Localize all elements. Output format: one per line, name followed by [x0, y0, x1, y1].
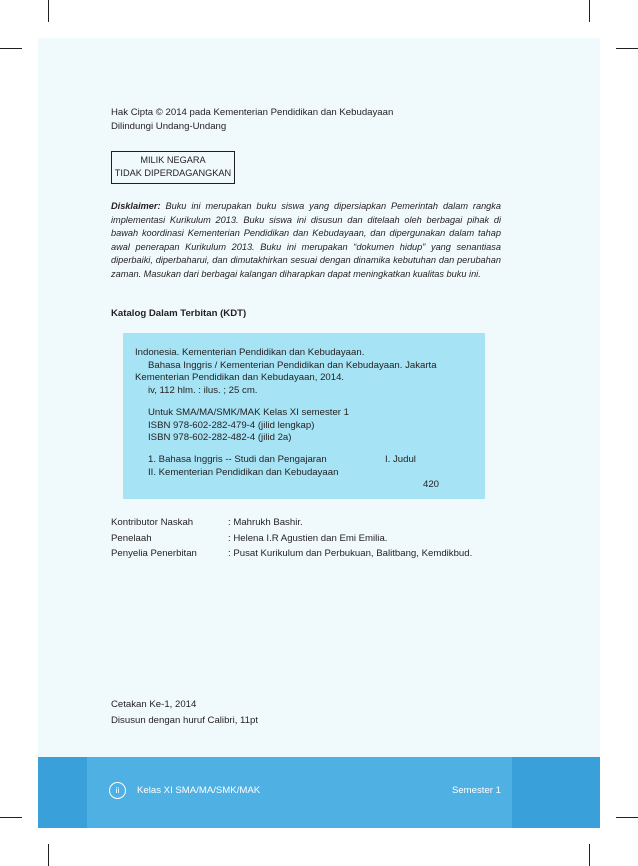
- contributor-role: Penelaah: [111, 532, 152, 544]
- kdt-line: Kementerian Pendidikan dan Kebudayaan, 2014.: [135, 372, 345, 383]
- kdt-line: Bahasa Inggris / Kementerian Pendidikan dan Kebudayaan. Jakarta: [148, 359, 437, 371]
- stamp-line-1: MILIK NEGARA: [140, 155, 206, 165]
- kdt-line: Untuk SMA/MA/SMK/MAK Kelas XI semester 1: [148, 407, 349, 418]
- crop-mark: [48, 0, 49, 22]
- contributor-role: Kontributor Naskah: [111, 517, 194, 528]
- kdt-title: Katalog Dalam Terbitan (KDT): [111, 308, 247, 319]
- crop-mark: [616, 817, 638, 818]
- kdt-line: Indonesia. Kementerian Pendidikan dan Kebudayaan.: [135, 347, 365, 358]
- contributor-value: : Mahrukh Bashir.: [228, 517, 303, 528]
- state-property-stamp: [111, 151, 235, 184]
- copyright-line: Hak Cipta © 2014 pada Kementerian Pendidikan dan Kebudayaan: [111, 107, 394, 118]
- kdt-line: 1. Bahasa Inggris -- Studi dan Pengajaran: [148, 454, 327, 465]
- contributor-value: : Helena I.R Agustien dan Emi Emilia.: [228, 532, 388, 544]
- disclaimer-paragraph: [111, 200, 501, 282]
- kdt-class-number: 420: [423, 479, 440, 490]
- footer-book-label: Kelas XI SMA/MA/SMK/MAK: [137, 785, 261, 796]
- kdt-line: iv, 112 hlm. : ilus. ; 25 cm.: [148, 384, 258, 396]
- disclaimer-label: Disklaimer:: [111, 201, 161, 211]
- kdt-line: I. Judul: [385, 454, 416, 465]
- footer-semester-label: Semester 1: [451, 785, 501, 796]
- crop-mark: [0, 817, 22, 818]
- disclaimer-text: Buku ini merupakan buku siswa yang dipersiapkan Pemerintah dalam rangka implementasi Kurikulum 2013. Buku siswa ini disusun dan ditelaah oleh berbagai pihak di bawah koordinasi Kementerian Pendidikan dan Kebudayaan, dan dipergunakan dalam tahap awal penerapan Kurikulum 2013. Buku ini merupakan “dokumen hidup” yang senantiasa diperbaiki, diperbaharui, dan dimutakhirkan sesuai dengan dinamika kebutuhan dan perubahan zaman. Masukan dari berbagai kalangan diharapkan dapat meningkatkan kualitas buku ini.: [111, 201, 501, 279]
- page-number-badge: ii: [109, 782, 126, 799]
- kdt-line: ISBN 978-602-282-482-4 (jilid 2a): [148, 432, 292, 443]
- kdt-box: [123, 333, 485, 499]
- contributor-role: Penyelia Penerbitan: [111, 548, 197, 559]
- crop-mark: [616, 48, 638, 49]
- crop-mark: [48, 844, 49, 866]
- crop-mark: [589, 0, 590, 22]
- stamp-line-2: TIDAK DIPERDAGANGKAN: [114, 168, 232, 178]
- edition-info: [111, 697, 258, 728]
- kdt-line: ISBN 978-602-282-479-4 (jilid lengkap): [148, 419, 315, 431]
- protection-line: Dilindungi Undang-Undang: [111, 121, 227, 132]
- crop-mark: [589, 844, 590, 866]
- font-note-line: Disusun dengan huruf Calibri, 11pt: [111, 714, 259, 726]
- kdt-line: II. Kementerian Pendidikan dan Kebudayaan: [148, 466, 339, 478]
- crop-mark: [0, 48, 22, 49]
- printing-line: Cetakan Ke-1, 2014: [111, 699, 197, 710]
- contributor-value: : Pusat Kurikulum dan Perbukuan, Balitbang, Kemdikbud.: [228, 548, 473, 559]
